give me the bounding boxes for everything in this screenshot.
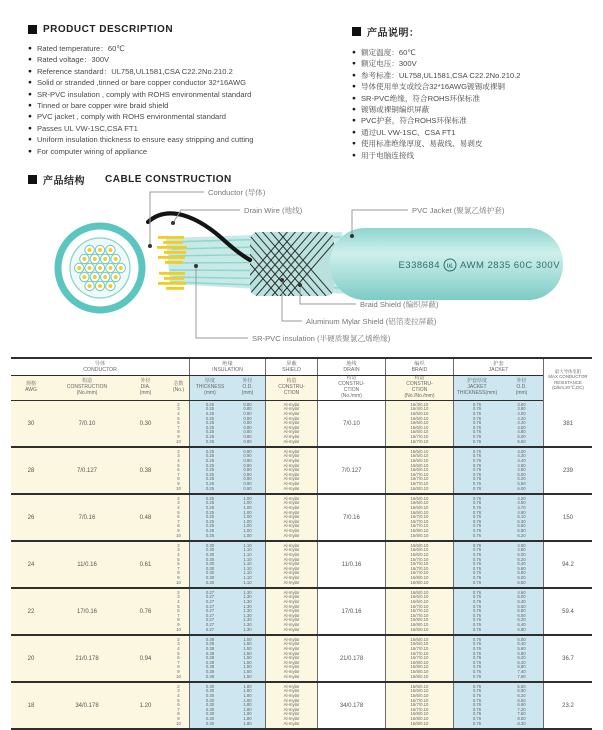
- bullet-text: SR-PVC insulation , comply with ROHS environmental standard: [36, 89, 252, 99]
- bullet-item: [28, 66, 338, 77]
- cell-cores: 2 3 4 5 6 7 8 9 10: [168, 636, 190, 681]
- cell-cores: 2 3 4 5 6 7 8 9 10: [168, 448, 190, 493]
- cell-awg: 26: [11, 495, 51, 540]
- cell-ins_thickness: 0.30 0.30 0.30 0.30 0.30 0.30 0.30 0.30 0.30: [190, 683, 230, 728]
- cell-awg: 30: [11, 401, 51, 446]
- bullet-item: [352, 138, 597, 149]
- cell-drain: 7/0.10: [318, 401, 386, 446]
- product-notes-heading: [352, 24, 597, 39]
- bullet-item: [28, 43, 338, 54]
- bullet-text: PVC jacket , comply with ROHS environmental standard: [36, 112, 227, 122]
- label-braid-shield: Braid Shield (编织屏蔽): [360, 300, 439, 309]
- cell-jacket_thickness: 0.76 0.76 0.76 0.76 0.76 0.76 0.76 0.76 0.76: [454, 495, 500, 540]
- bullet-icon: ●: [352, 71, 356, 79]
- bullet-text: 额定电压：300V: [360, 59, 417, 69]
- cell-braid: 16/6/0.10 16/6/0.10 16/6/0.10 16/7/0.10 16/7/0.10 16/7/0.10 16/8/0.10 16/8/0.10 16/8/0.10: [386, 589, 454, 634]
- group-header-conductor: 导体 CONDUCTOR: [11, 359, 190, 375]
- bullet-text: Uniform insulation thickness to ensure easy stripping and cutting: [36, 135, 254, 145]
- cell-drain: 7/0.127: [318, 448, 386, 493]
- cell-resistance: 94.2: [544, 542, 592, 587]
- cell-shield: Al-mylar Al-mylar Al-mylar Al-mylar Al-mylar Al-mylar Al-mylar Al-mylar Al-mylar: [266, 636, 318, 681]
- cell-dia: 0.61: [123, 542, 168, 587]
- cell-braid: 16/5/0.10 16/5/0.10 16/6/0.10 16/6/0.10 16/6/0.10 16/7/0.10 16/7/0.10 16/7/0.10 16/8/0.10: [386, 448, 454, 493]
- product-description-title: PRODUCT DESCRIPTION: [43, 24, 174, 35]
- bullet-text: 使用标准绝缘厚度、易裁线、易剥皮: [360, 139, 483, 149]
- bullet-text: Passes UL VW-1SC,CSA FT1: [36, 123, 138, 133]
- sub-header-shield: 构造 CONSTRU- CTION: [266, 376, 318, 400]
- product-notes-section: [352, 24, 597, 161]
- bullet-item: [28, 100, 338, 111]
- cell-resistance: 381: [544, 401, 592, 446]
- bullet-item: [28, 111, 338, 122]
- jacket-print-right: AWM 2835 60C 300V: [460, 260, 561, 271]
- cell-dia: 0.76: [123, 589, 168, 634]
- cell-dia: 0.38: [123, 448, 168, 493]
- cell-awg: 28: [11, 448, 51, 493]
- cell-dia: 0.30: [123, 401, 168, 446]
- sub-header-cores: 芯数 (No.): [168, 376, 190, 400]
- cell-ins_od: 0.80 0.80 0.80 0.80 0.80 0.80 0.80 0.80 0.80: [230, 401, 266, 446]
- bullet-icon: ●: [352, 49, 356, 56]
- bullet-icon: ●: [352, 128, 356, 136]
- sub-header-construction: 构造 CONSTRUCTION (No./mm): [51, 376, 123, 400]
- cell-ins_thickness: 0.38 0.38 0.38 0.38 0.38 0.38 0.38 0.38 0.38: [190, 636, 230, 681]
- bullet-text: 导体使用单支或绞合32*16AWG镀锡或裸铜: [360, 82, 505, 92]
- bullet-text: SR-PVC绝缘，符合ROHS环保标准: [360, 93, 480, 103]
- bullet-text: Rated temperature：60℃: [36, 44, 125, 53]
- group-header-shield: 屏蔽 SHIELD: [266, 359, 318, 375]
- bullet-icon: ●: [28, 45, 32, 52]
- sub-header-ins_thickness: 厚度 THICKNESS (mm): [190, 376, 230, 400]
- bullet-icon: ●: [28, 113, 32, 121]
- cell-drain: 21/0.178: [318, 636, 386, 681]
- spec-block-awg-18: [11, 683, 592, 730]
- cell-resistance: 36.7: [544, 636, 592, 681]
- cell-jacket_od: 4.60 5.00 5.40 5.60 5.80 6.00 6.20 6.40 6.80: [500, 589, 544, 634]
- cell-resistance: 23.2: [544, 683, 592, 728]
- table-body: [11, 401, 592, 730]
- cell-ins_od: 1.30 1.30 1.30 1.30 1.30 1.30 1.30 1.30 1.30: [230, 589, 266, 634]
- bullet-text: Solid or stranded ,tinned or bare copper conductor 32*16AWG: [36, 78, 247, 88]
- spec-block-awg-26: [11, 495, 592, 542]
- group-header-resistance: 最大导体电阻 MAX CONDUCTOR RESISTANCE (Ω/km,20℃,DC): [543, 359, 592, 401]
- cell-braid: 16/6/0.10 16/6/0.10 16/7/0.10 16/7/0.10 16/7/0.10 16/8/0.10 16/8/0.10 16/8/0.10 16/8/0.10: [386, 636, 454, 681]
- label-sr-pvc-insulation: SR-PVC insulation (半硬质聚氯乙烯绝缘): [252, 334, 391, 343]
- bullet-icon: ●: [28, 136, 32, 144]
- bullet-item: [352, 47, 597, 58]
- cell-jacket_thickness: 0.76 0.76 0.76 0.76 0.76 0.76 0.76 0.76 0.76: [454, 683, 500, 728]
- bullet-icon: ●: [28, 102, 32, 110]
- bullet-text: PVC护套，符合ROHS环保标准: [360, 116, 467, 126]
- cell-jacket_od: 4.50 4.80 5.00 5.20 5.40 5.60 5.80 6.00 6.50: [500, 542, 544, 587]
- cell-drain: 17/0.16: [318, 589, 386, 634]
- bullet-text: 镀锡或裸铜编织屏蔽: [360, 105, 430, 115]
- cell-awg: 24: [11, 542, 51, 587]
- group-header-jacket: 护套 JACKET: [454, 359, 544, 375]
- bullet-item: [28, 89, 338, 100]
- cell-awg: 22: [11, 589, 51, 634]
- table-sub-header-row: [11, 376, 592, 401]
- cell-shield: Al-mylar Al-mylar Al-mylar Al-mylar Al-mylar Al-mylar Al-mylar Al-mylar Al-mylar: [266, 542, 318, 587]
- black-square-icon: [352, 27, 361, 36]
- cell-jacket_od: 5.50 5.90 6.20 6.50 6.90 7.20 7.60 8.00 8.30: [500, 683, 544, 728]
- cell-ins_thickness: 0.25 0.25 0.25 0.25 0.25 0.25 0.25 0.25 0.25: [190, 448, 230, 493]
- cell-shield: Al-mylar Al-mylar Al-mylar Al-mylar Al-mylar Al-mylar Al-mylar Al-mylar Al-mylar: [266, 448, 318, 493]
- product-description-heading: [28, 24, 338, 35]
- cell-ins_od: 1.00 1.00 1.00 1.00 1.00 1.00 1.00 1.00 1.00: [230, 495, 266, 540]
- sub-header-braid: 构造 CONSTRU- CTION (No./No./mm): [386, 376, 454, 400]
- cell-dia: 0.48: [123, 495, 168, 540]
- cell-jacket_od: 5.00 5.40 5.60 5.90 6.20 6.40 6.80 7.40 7.90: [500, 636, 544, 681]
- cell-construction: 21/0.178: [51, 636, 123, 681]
- bullet-text: Rated voltage：300V: [36, 55, 110, 65]
- bullet-text: 参考标准：UL758,UL1581,CSA C22.2No.210.2: [360, 70, 521, 80]
- bullet-item: [352, 150, 597, 161]
- cell-resistance: 59.4: [544, 589, 592, 634]
- cell-ins_od: 1.10 1.10 1.10 1.10 1.10 1.10 1.10 1.10 1.10: [230, 542, 266, 587]
- cell-ins_thickness: 0.25 0.25 0.25 0.25 0.25 0.25 0.25 0.25 0.25: [190, 401, 230, 446]
- sub-header-jacket_thickness: 护套厚度 JACKET THICKNESS(mm): [454, 376, 500, 400]
- bullet-icon: ●: [352, 83, 356, 91]
- group-header-insulation: 绝缘 INSULATION: [190, 359, 266, 375]
- cell-jacket_od: 4.20 4.50 4.70 4.90 5.10 5.30 5.50 5.80 6.20: [500, 495, 544, 540]
- cell-jacket_od: 3.60 3.80 4.00 4.20 4.40 4.60 4.80 5.00 5.50: [500, 401, 544, 446]
- cell-drain: 34/0.178: [318, 683, 386, 728]
- cell-jacket_thickness: 0.76 0.76 0.76 0.76 0.76 0.76 0.76 0.76 0.76: [454, 589, 500, 634]
- bullet-text: Tinned or bare copper wire braid shield: [36, 101, 169, 111]
- cell-resistance: 150: [544, 495, 592, 540]
- bullet-item: [352, 93, 597, 104]
- spec-block-awg-24: [11, 542, 592, 589]
- cell-awg: 20: [11, 636, 51, 681]
- bullet-icon: ●: [352, 106, 356, 114]
- cell-jacket_od: 4.00 4.20 4.40 4.60 4.80 5.00 5.20 5.50 6.00: [500, 448, 544, 493]
- cell-shield: Al-mylar Al-mylar Al-mylar Al-mylar Al-mylar Al-mylar Al-mylar Al-mylar Al-mylar: [266, 683, 318, 728]
- cell-ins_od: 1.80 1.80 1.80 1.80 1.80 1.80 1.80 1.80 1.80: [230, 683, 266, 728]
- label-pvc-jacket: PVC Jacket (聚氯乙烯护套): [412, 206, 505, 215]
- cell-jacket_thickness: 0.76 0.76 0.76 0.76 0.76 0.76 0.76 0.76 0.76: [454, 448, 500, 493]
- cell-cores: 2 3 4 5 6 7 8 9 10: [168, 542, 190, 587]
- label-aluminum-mylar: Aluminum Mylar Shield (铝箔麦拉屏蔽): [306, 317, 437, 326]
- group-header-braid: 编织 BRAID: [386, 359, 454, 375]
- product-description-section: [28, 24, 338, 157]
- bullet-item: [352, 127, 597, 138]
- bullet-icon: ●: [352, 151, 356, 159]
- bullet-item: [352, 70, 597, 81]
- bullet-icon: ●: [28, 147, 32, 155]
- label-conductor: Conductor (导体): [208, 188, 266, 197]
- cell-construction: 11/0.16: [51, 542, 123, 587]
- bullet-icon: ●: [28, 67, 32, 75]
- bullet-text: 通过UL VW-1SC、CSA FT1: [360, 127, 456, 137]
- sub-header-dia: 外径 DIA. (mm): [123, 376, 168, 400]
- bullet-item: [28, 146, 338, 157]
- cable-construction-title-en: CABLE CONSTRUCTION: [105, 174, 232, 185]
- bullet-item: [352, 104, 597, 115]
- bullet-text: Reference standard：UL758,UL1581,CSA C22.2No.210.2: [36, 66, 233, 76]
- bullet-icon: ●: [352, 60, 356, 68]
- cell-construction: 7/0.127: [51, 448, 123, 493]
- bullet-item: [28, 123, 338, 134]
- cell-jacket_thickness: 0.76 0.76 0.76 0.76 0.76 0.76 0.76 0.76 0.76: [454, 542, 500, 587]
- cell-ins_thickness: 0.30 0.30 0.30 0.30 0.30 0.30 0.30 0.30 0.30: [190, 542, 230, 587]
- spec-block-awg-20: [11, 636, 592, 683]
- ul-mark-text: UL: [446, 263, 454, 270]
- cell-ins_od: 1.50 1.50 1.50 1.50 1.50 1.50 1.50 1.50 1.50: [230, 636, 266, 681]
- bullet-item: [352, 115, 597, 126]
- bullet-text: For computer wiring of appliance: [36, 146, 148, 156]
- label-drain-wire: Drain Wire (地线): [244, 206, 303, 215]
- product-description-list-en: [28, 43, 338, 157]
- cell-ins_od: 0.90 0.90 0.90 0.90 0.90 0.90 0.90 0.90 0.90: [230, 448, 266, 493]
- bullet-icon: ●: [352, 94, 356, 102]
- sub-header-jacket_od: 外径 O.D. (mm): [500, 376, 544, 400]
- cell-construction: 17/0.16: [51, 589, 123, 634]
- spec-block-awg-30: [11, 401, 592, 448]
- sub-header-ins_od: 外径 O.D. (mm): [230, 376, 266, 400]
- cell-drain: 7/0.16: [318, 495, 386, 540]
- cell-braid: 16/4/0.10 16/4/0.10 16/5/0.10 16/5/0.10 16/6/0.10 16/6/0.10 16/6/0.10 16/7/0.10 16/7/0.10: [386, 401, 454, 446]
- cell-shield: Al-mylar Al-mylar Al-mylar Al-mylar Al-mylar Al-mylar Al-mylar Al-mylar Al-mylar: [266, 495, 318, 540]
- cell-construction: 7/0.10: [51, 401, 123, 446]
- cell-cores: 2 3 4 5 6 7 8 9 10: [168, 495, 190, 540]
- cell-dia: 0.94: [123, 636, 168, 681]
- spec-block-awg-22: [11, 589, 592, 636]
- bullet-icon: ●: [352, 117, 356, 125]
- bullet-item: [28, 77, 338, 88]
- cell-construction: 7/0.16: [51, 495, 123, 540]
- cell-drain: 11/0.16: [318, 542, 386, 587]
- cell-ins_thickness: 0.25 0.25 0.25 0.25 0.25 0.25 0.25 0.25 0.25: [190, 495, 230, 540]
- cell-dia: 1.20: [123, 683, 168, 728]
- cell-cores: 2 3 4 5 6 7 8 9 10: [168, 401, 190, 446]
- bullet-icon: ●: [352, 140, 356, 148]
- bullet-icon: ●: [28, 56, 32, 64]
- jacket-print-left: E338684: [398, 260, 440, 271]
- cell-shield: Al-mylar Al-mylar Al-mylar Al-mylar Al-mylar Al-mylar Al-mylar Al-mylar Al-mylar: [266, 589, 318, 634]
- cell-construction: 34/0.178: [51, 683, 123, 728]
- product-notes-list-zh: [352, 47, 597, 161]
- sub-header-drain: 构造 CONSTRU- CTION (No./mm): [318, 376, 386, 400]
- sub-header-awg: 规格 AWG: [11, 376, 51, 400]
- bullet-item: [352, 81, 597, 92]
- spec-block-awg-28: [11, 448, 592, 495]
- pvc-jacket-layer: [330, 228, 563, 300]
- cable-construction-diagram: [0, 182, 603, 357]
- cell-awg: 18: [11, 683, 51, 728]
- bullet-item: [28, 54, 338, 65]
- bullet-icon: ●: [28, 79, 32, 87]
- spec-table: [11, 357, 592, 730]
- cell-resistance: 239: [544, 448, 592, 493]
- cable-cross-section: [58, 226, 142, 310]
- bullet-icon: ●: [28, 124, 32, 132]
- black-square-icon: [28, 25, 37, 34]
- group-header-drain: 地线 DRAIN: [318, 359, 386, 375]
- cell-shield: Al-mylar Al-mylar Al-mylar Al-mylar Al-mylar Al-mylar Al-mylar Al-mylar Al-mylar: [266, 401, 318, 446]
- cell-cores: 2 3 4 5 6 7 8 9 10: [168, 589, 190, 634]
- cell-ins_thickness: 0.27 0.27 0.27 0.27 0.27 0.27 0.27 0.27 0.27: [190, 589, 230, 634]
- cell-jacket_thickness: 0.76 0.76 0.76 0.76 0.76 0.76 0.76 0.76 0.76: [454, 401, 500, 446]
- bullet-item: [28, 134, 338, 145]
- bullet-text: 额定温度：60℃: [360, 48, 416, 57]
- bullet-icon: ●: [28, 90, 32, 98]
- cell-jacket_thickness: 0.76 0.76 0.76 0.76 0.76 0.76 0.76 0.76 0.76: [454, 636, 500, 681]
- cable-construction-title-zh: 产品结构: [43, 176, 85, 187]
- cell-braid: 16/5/0.10 16/6/0.10 16/6/0.10 16/6/0.10 16/7/0.10 16/7/0.10 16/7/0.10 16/8/0.10 16/8/0.10: [386, 495, 454, 540]
- bullet-text: 用于电脑连接线: [360, 150, 415, 160]
- product-notes-title: 产品说明：: [367, 28, 420, 39]
- cell-cores: 2 3 4 5 6 7 8 9 10: [168, 683, 190, 728]
- cell-braid: 16/6/0.10 16/6/0.10 16/6/0.10 16/7/0.10 16/7/0.10 16/7/0.10 16/7/0.10 16/8/0.10 16/8/0.10: [386, 542, 454, 587]
- cell-braid: 16/6/0.10 16/6/0.10 16/6/0.10 16/7/0.10 16/7/0.10 16/7/0.10 16/8/0.10 16/8/0.10 16/8/0.10: [386, 683, 454, 728]
- bullet-item: [352, 58, 597, 69]
